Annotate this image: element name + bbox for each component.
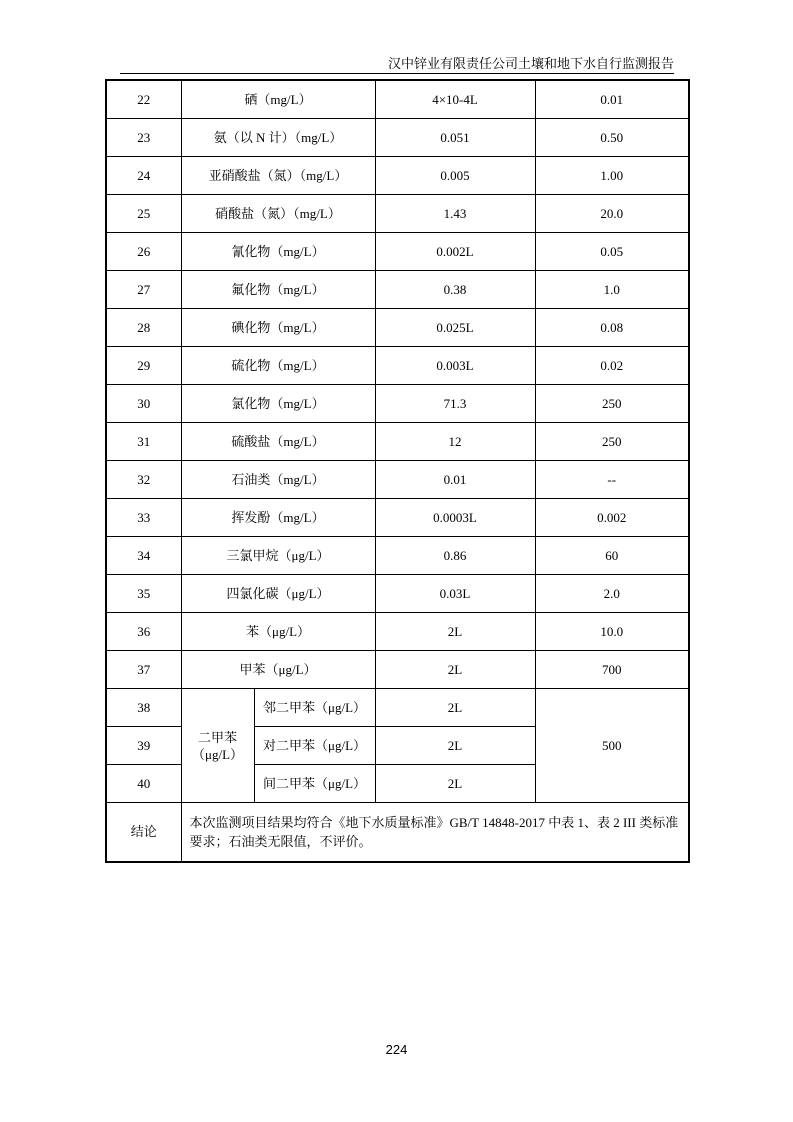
page-number: 224	[385, 1042, 408, 1057]
conclusion-row	[106, 803, 689, 863]
indicator-name: 亚硝酸盐（氮）（mg/L）	[181, 157, 375, 195]
row-number: 24	[106, 157, 181, 195]
results-table-body	[106, 80, 689, 862]
row-number: 32	[106, 461, 181, 499]
indicator-name: 甲苯（μg/L）	[181, 651, 375, 689]
monitoring-result: 4×10-4L	[375, 80, 535, 119]
table-row	[106, 575, 689, 613]
standard-limit: 700	[535, 651, 689, 689]
monitoring-result: 2L	[375, 727, 535, 765]
standard-limit: 0.50	[535, 119, 689, 157]
row-number: 30	[106, 385, 181, 423]
standard-limit: 0.05	[535, 233, 689, 271]
row-number: 28	[106, 309, 181, 347]
row-number: 36	[106, 613, 181, 651]
standard-limit: 20.0	[535, 195, 689, 233]
xylene-group-label-line1: 二甲苯	[197, 729, 237, 745]
monitoring-result: 0.01	[375, 461, 535, 499]
monitoring-result: 0.003L	[375, 347, 535, 385]
monitoring-result: 0.86	[375, 537, 535, 575]
row-number: 35	[106, 575, 181, 613]
indicator-name: 苯（μg/L）	[181, 613, 375, 651]
table-row	[106, 347, 689, 385]
monitoring-result: 0.051	[375, 119, 535, 157]
indicator-name: 邻二甲苯（μg/L）	[254, 689, 375, 727]
indicator-name: 三氯甲烷（μg/L）	[181, 537, 375, 575]
header-rule	[120, 73, 674, 74]
standard-limit: 250	[535, 385, 689, 423]
monitoring-result: 0.03L	[375, 575, 535, 613]
indicator-name: 氨（以 N 计）（mg/L）	[181, 119, 375, 157]
table-row	[106, 157, 689, 195]
table-row	[106, 119, 689, 157]
row-number: 27	[106, 271, 181, 309]
monitoring-result: 1.43	[375, 195, 535, 233]
xylene-standard-limit: 500	[535, 689, 689, 803]
table-row	[106, 309, 689, 347]
indicator-name: 石油类（mg/L）	[181, 461, 375, 499]
row-number: 33	[106, 499, 181, 537]
table-row	[106, 537, 689, 575]
standard-limit: 0.02	[535, 347, 689, 385]
indicator-name: 硫化物（mg/L）	[181, 347, 375, 385]
monitoring-result: 0.005	[375, 157, 535, 195]
standard-limit: --	[535, 461, 689, 499]
standard-limit: 2.0	[535, 575, 689, 613]
monitoring-result: 12	[375, 423, 535, 461]
row-number: 29	[106, 347, 181, 385]
report-header-title: 汉中锌业有限责任公司土壤和地下水自行监测报告	[387, 56, 674, 71]
monitoring-result: 2L	[375, 613, 535, 651]
table-row	[106, 385, 689, 423]
indicator-name: 对二甲苯（μg/L）	[254, 727, 375, 765]
indicator-name: 四氯化碳（μg/L）	[181, 575, 375, 613]
indicator-name: 氯化物（mg/L）	[181, 385, 375, 423]
indicator-name: 氰化物（mg/L）	[181, 233, 375, 271]
row-number: 31	[106, 423, 181, 461]
indicator-name: 挥发酚（mg/L）	[181, 499, 375, 537]
row-number: 40	[106, 765, 181, 803]
table-row	[106, 80, 689, 119]
xylene-group-label-line2: （μg/L）	[191, 746, 244, 762]
standard-limit: 60	[535, 537, 689, 575]
row-number: 26	[106, 233, 181, 271]
indicator-name: 间二甲苯（μg/L）	[254, 765, 375, 803]
conclusion-label: 结论	[106, 803, 181, 863]
standard-limit: 1.00	[535, 157, 689, 195]
row-number: 34	[106, 537, 181, 575]
conclusion-text: 本次监测项目结果均符合《地下水质量标准》GB/T 14848-2017 中表 1、表 2 III 类标准要求；石油类无限值，不评价。	[181, 803, 689, 863]
xylene-group-label	[181, 689, 254, 803]
indicator-name: 氟化物（mg/L）	[181, 271, 375, 309]
monitoring-result: 2L	[375, 765, 535, 803]
row-number: 23	[106, 119, 181, 157]
indicator-name: 硝酸盐（氮）（mg/L）	[181, 195, 375, 233]
indicator-name: 硒（mg/L）	[181, 80, 375, 119]
table-row	[106, 461, 689, 499]
monitoring-result: 0.38	[375, 271, 535, 309]
monitoring-result: 0.002L	[375, 233, 535, 271]
table-row	[106, 613, 689, 651]
indicator-name: 硫酸盐（mg/L）	[181, 423, 375, 461]
row-number: 38	[106, 689, 181, 727]
row-number: 37	[106, 651, 181, 689]
standard-limit: 0.002	[535, 499, 689, 537]
standard-limit: 10.0	[535, 613, 689, 651]
monitoring-result: 2L	[375, 689, 535, 727]
monitoring-result: 2L	[375, 651, 535, 689]
standard-limit: 0.01	[535, 80, 689, 119]
indicator-name: 碘化物（mg/L）	[181, 309, 375, 347]
table-row	[106, 271, 689, 309]
table-row	[106, 651, 689, 689]
standard-limit: 0.08	[535, 309, 689, 347]
standard-limit: 250	[535, 423, 689, 461]
table-row	[106, 689, 689, 727]
monitoring-result: 0.0003L	[375, 499, 535, 537]
table-row	[106, 499, 689, 537]
row-number: 25	[106, 195, 181, 233]
monitoring-result: 0.025L	[375, 309, 535, 347]
water-quality-results-table	[105, 79, 690, 863]
table-row	[106, 233, 689, 271]
standard-limit: 1.0	[535, 271, 689, 309]
table-row	[106, 423, 689, 461]
row-number: 39	[106, 727, 181, 765]
table-row	[106, 195, 689, 233]
monitoring-result: 71.3	[375, 385, 535, 423]
row-number: 22	[106, 80, 181, 119]
